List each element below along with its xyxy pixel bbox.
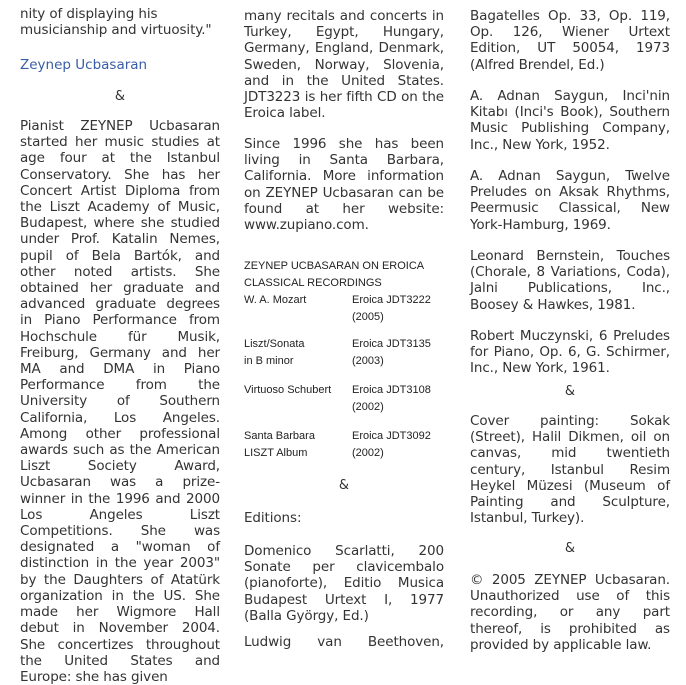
quote-end-text: nity of displaying his musicianship and virtuosity." (20, 6, 212, 39)
beethoven-edition-start: Ludwig van Beethoven, (244, 634, 444, 650)
scarlatti-edition: Domenico Scarlatti, 200 Sonate per clavicembalo (pianoforte), Editio Musica Budapest Urtext I, 1977 (Balla György, Ed.) (244, 543, 444, 624)
signature: Zeynep Ucbasaran (20, 57, 148, 73)
recording-year: (2003) (352, 355, 384, 367)
recording-title-line-2: in B minor (244, 355, 294, 367)
recordings-heading-line-2: CLASSICAL RECORDINGS (244, 277, 382, 289)
ampersand-divider: & (338, 478, 350, 493)
editions-label: Editions: (244, 510, 302, 526)
bio-paragraph: Pianist ZEYNEP Ucbasaran started her music studies at age four at the Istanbul Conservatory. She has her Concert Artist Diploma from the Liszt Academy of Music, Budapest, where she studied under Prof. Katalin Nemes, pupil of Bela Bartók, and other noted artists. She obtained her graduate and advanced graduate degrees in Piano Performance from Hochschule für Musik, Freiburg, Germany and her MA and DMA in Piano Performance from the University of Southern California, Los Angeles. Among other professional awards such as the American Liszt Society Award, Ucbasaran was a prize-winner in the 1996 and 2000 Los Angeles Liszt Competitions. She was designated a "woman of distinction in the year 2003" by the Daughters of Atatürk organization in the US. She made her Wigmore Hall debut in November 2004. She concertizes throughout the United States and Europe: she has given (20, 118, 220, 685)
muczynski-edition: Robert Muczynski, 6 Preludes for Piano, Op. 6, G. Schirmer, Inc., New York, 1961. (470, 328, 670, 377)
recording-label: Eroica JDT3222 (352, 294, 431, 306)
ampersand-divider: & (564, 541, 576, 556)
cover-painting-credit: Cover painting: Sokak (Street), Halil Dikmen, oil on canvas, mid twentieth century, Istanbul Resim Heykel Müzesi (Museum of Painting and Sculpture, Istanbul, Turkey). (470, 413, 670, 527)
bio-continued-paragraph: many recitals and concerts in Turkey, Egypt, Hungary, Germany, England, Denmark, Sweden, Norway, Slovenia, and in the United States. JDT3223 is her fifth CD on the Eroica label. (244, 8, 444, 122)
since-1996-paragraph: Since 1996 she has been living in Santa Barbara, California. More information on ZEYNEP Ucbasaran can be found at her website: www.zupiano.com. (244, 136, 444, 234)
saygun-inci-edition: A. Adnan Saygun, Inci'nin Kitabı (Inci's Book), Southern Music Publishing Company, Inc., New York, 1952. (470, 88, 670, 153)
bernstein-edition: Leonard Bernstein, Touches (Chorale, 8 Variations, Coda), Jalni Publications, Inc., Boosey & Hawkes, 1981. (470, 248, 670, 313)
recording-year: (2002) (352, 447, 384, 459)
recording-title: Santa Barbara (244, 430, 315, 442)
ampersand-divider: & (114, 89, 126, 104)
recording-row (244, 428, 444, 462)
recording-title: Virtuoso Schubert (244, 384, 332, 396)
recording-year: (2005) (352, 311, 384, 323)
recording-row (244, 336, 444, 370)
recording-title: Liszt/Sonata (244, 338, 305, 350)
saygun-preludes-edition: A. Adnan Saygun, Twelve Preludes on Aksak Rhythms, Peermusic Classical, New York-Hamburg, 1969. (470, 168, 670, 233)
recording-year: (2002) (352, 401, 384, 413)
recording-row (244, 292, 444, 326)
recording-title-line-2: LISZT Album (244, 447, 308, 459)
recordings-heading (244, 258, 444, 292)
ampersand-divider: & (564, 384, 576, 399)
recording-label: Eroica JDT3092 (352, 430, 431, 442)
recording-label: Eroica JDT3108 (352, 384, 431, 396)
recording-label: Eroica JDT3135 (352, 338, 431, 350)
recording-title: W. A. Mozart (244, 294, 307, 306)
copyright-notice: © 2005 ZEYNEP Ucbasaran. Unauthorized use of this recording, or any part thereof, is prohibited as provided by applicable law. (470, 572, 670, 653)
recordings-heading-line-1: ZEYNEP UCBASARAN ON EROICA (244, 260, 425, 272)
beethoven-edition-continued: Bagatelles Op. 33, Op. 119, Op. 126, Wiener Urtext Edition, UT 50054, 1973 (Alfred Brendel, Ed.) (470, 8, 670, 73)
recording-row (244, 382, 444, 416)
